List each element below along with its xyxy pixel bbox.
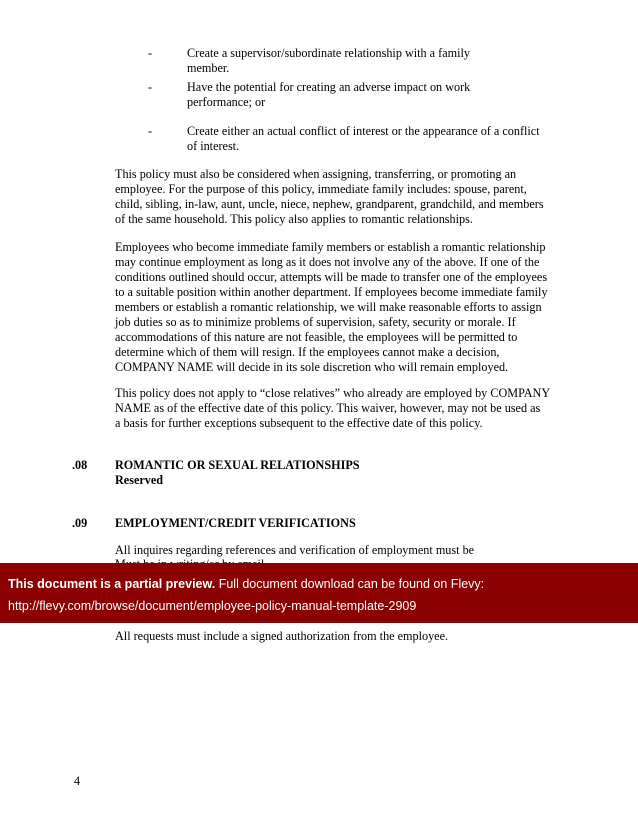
paragraph-line: members or establish a romantic relationship, we will make reasonable efforts to assign — [115, 300, 542, 314]
page-number: 4 — [74, 774, 81, 788]
banner-text: Full document download can be found on Flevy: — [215, 577, 485, 591]
paragraph-line: determine which of them will resign. If the employees cannot make a decision, — [115, 345, 500, 359]
paragraph-line: employee. For the purpose of this policy, immediate family includes: spouse, parent, — [115, 182, 527, 196]
paragraph-line: This policy must also be considered when assigning, transferring, or promoting an — [115, 167, 517, 181]
paragraph-line: child, sibling, in-law, aunt, uncle, niece, nephew, grandparent, grandchild, and members — [115, 197, 544, 211]
banner-download-link[interactable]: http://flevy.com/browse/document/employee-policy-manual-template-2909 — [8, 599, 417, 613]
banner-message — [8, 577, 484, 591]
paragraph-line: of the same household. This policy also applies to romantic relationships. — [115, 212, 473, 226]
section-number: .08 — [72, 458, 88, 472]
paragraph-line: job duties so as to minimize problems of supervision, safety, security or morale. If — [115, 315, 516, 329]
paragraph-line: COMPANY NAME will decide in its sole discretion who will remain employed. — [115, 360, 509, 374]
section-subtitle: Reserved — [115, 473, 164, 487]
bullet-text: member. — [187, 61, 230, 75]
paragraph-line: a basis for further exceptions subsequent to the effective date of this policy. — [115, 416, 483, 430]
section-title: ROMANTIC OR SEXUAL RELATIONSHIPS — [115, 458, 360, 472]
bullet-text: of interest. — [187, 139, 240, 153]
paragraph-line: conditions outlined should occur, attempts will be made to transfer one of the employees — [115, 270, 548, 284]
paragraph-line: This policy does not apply to “close relatives” who already are employed by COMPANY — [115, 386, 551, 400]
paragraph-line: accommodations of this nature are not feasible, the employees will be permitted to — [115, 330, 518, 344]
bullet-text: performance; or — [187, 95, 266, 109]
section-title: EMPLOYMENT/CREDIT VERIFICATIONS — [115, 516, 356, 530]
bullet-text: Create a supervisor/subordinate relationship with a family — [187, 46, 470, 60]
paragraph-line: All requests must include a signed authorization from the employee. — [115, 629, 449, 643]
bullet-text: Have the potential for creating an adverse impact on work — [187, 80, 471, 94]
paragraph-line: may continue employment as long as it does not involve any of the above. If one of the — [115, 255, 540, 269]
bullet-text: Create either an actual conflict of interest or the appearance of a conflict — [187, 124, 540, 138]
banner-bold-text: This document is a partial preview. — [8, 577, 216, 591]
paragraph-line: to a suitable position within another department. If employees become immediate family — [115, 285, 548, 299]
bullet-dash: - — [148, 46, 153, 60]
paragraph-line: Employees who become immediate family members or establish a romantic relationship — [115, 240, 546, 254]
paragraph-line: NAME as of the effective date of this policy. This waiver, however, may not be used as — [115, 401, 541, 415]
bullet-dash: - — [148, 124, 153, 138]
section-number: .09 — [72, 516, 88, 530]
preview-banner — [0, 563, 638, 623]
bullet-dash: - — [148, 80, 153, 94]
paragraph-line: All inquires regarding references and verification of employment must be — [115, 543, 475, 557]
